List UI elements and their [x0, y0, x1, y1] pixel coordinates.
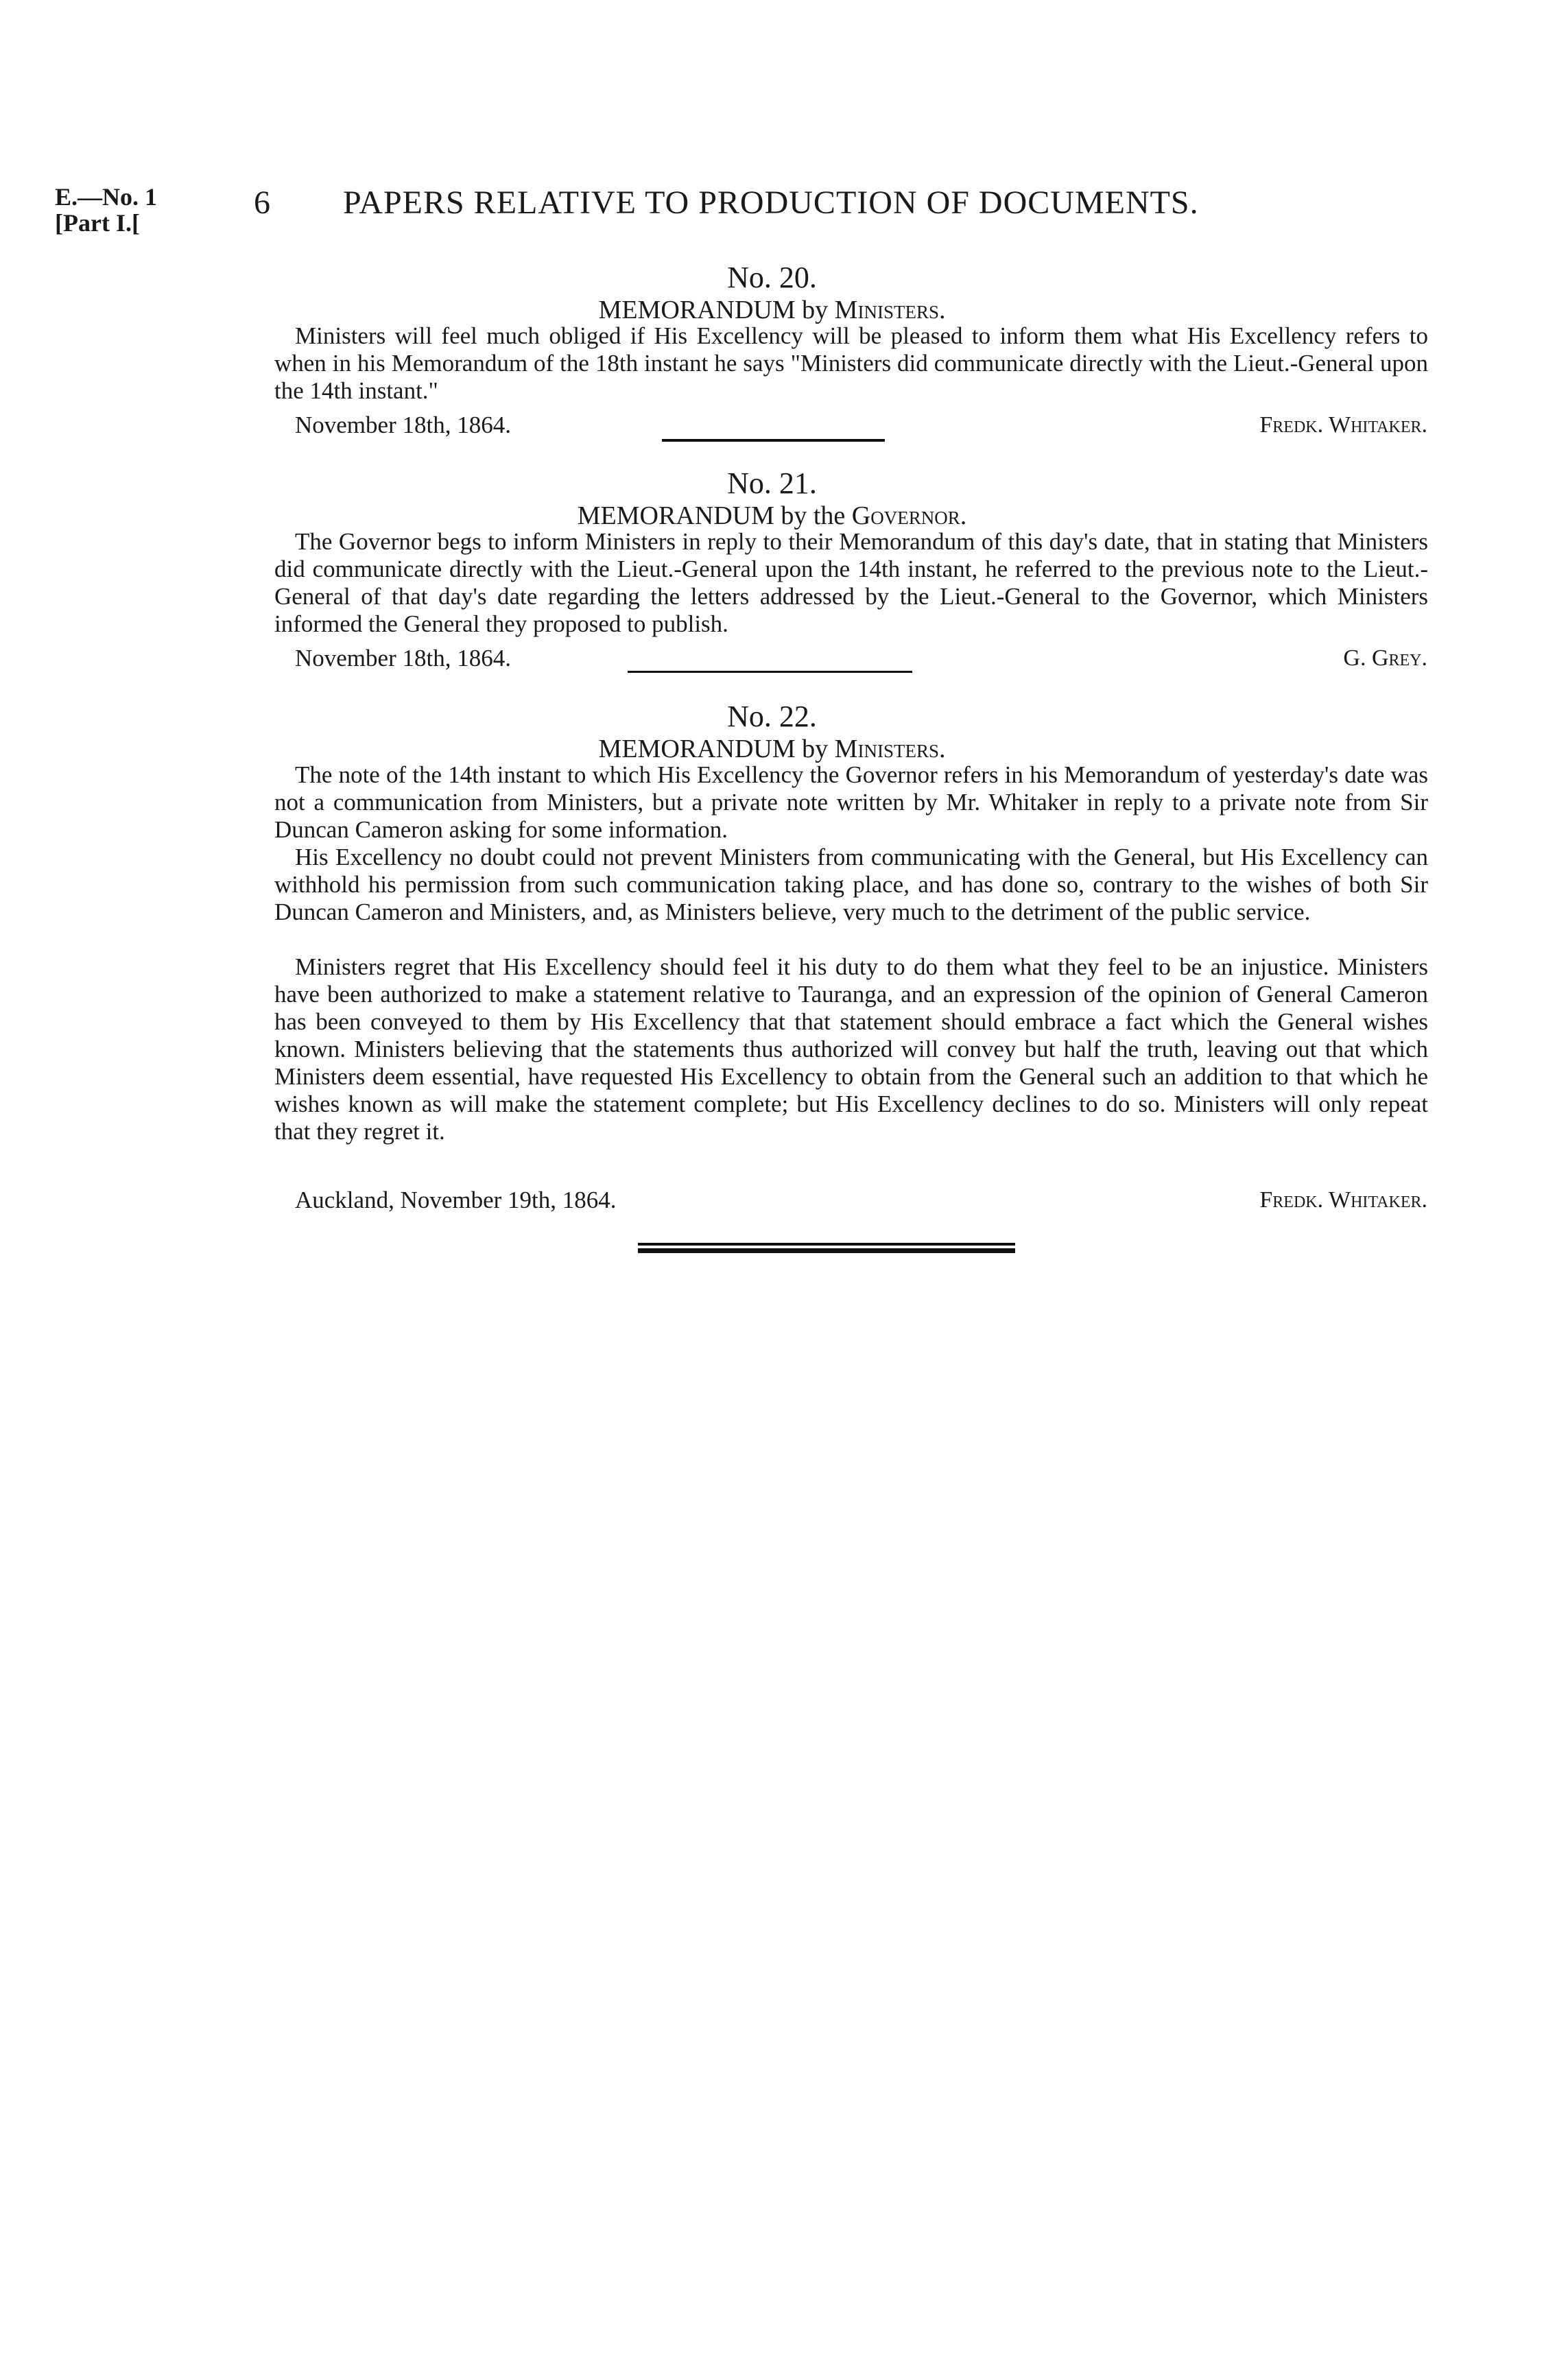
document-number: No. 22.	[727, 700, 817, 733]
memo-date: November 18th, 1864.	[295, 645, 511, 671]
document-number: No. 21.	[727, 466, 817, 500]
memo-signature: Fredk. Whitaker.	[1259, 412, 1427, 438]
memo-paragraph: His Excellency no doubt could not prevent Ministers from communicating with the General, but His Excellency can withhold his permission from such communication taking place, and has done so, contrary to the wishes of both Sir Duncan Cameron and Ministers, and, as Ministers believe, very much to the detriment of the public service.	[274, 844, 1428, 925]
closing-rule-bottom	[638, 1248, 1015, 1253]
memo-paragraph: The note of the 14th instant to which His Excellency the Governor refers in his Memorandum of yesterday's date was not a communication from Ministers, but a private note written by Mr. Whitaker in reply to a private note from Sir Duncan Cameron asking for some information.	[274, 761, 1428, 843]
memo-heading-author: Ministers.	[834, 296, 946, 324]
document-number: No. 20.	[727, 261, 817, 294]
memo-signature: G. Grey.	[1343, 645, 1427, 671]
memo-heading-main: MEMORANDUM by	[598, 735, 829, 763]
margin-reference-line1: E.—No. 1	[55, 183, 158, 211]
memo-heading-author: Governor.	[851, 501, 967, 530]
memo-heading	[0, 295, 1544, 325]
memo-paragraph: Ministers regret that His Excellency should feel it his duty to do them what they feel to be an injustice. Ministers have been authorized to make a statement relative to Tauranga, and an expression of the opinion of General Cameron has been conveyed to them by His Excellency that that statement should embrace a fact which the General wishes known. Ministers believing that the statements thus authorized will convey but half the truth, leaving out that which Ministers deem essential, have requested His Excellency to obtain from the General such an addition to that which he wishes known as will make the statement complete; but His Excellency declines to do so. Ministers will only repeat that they regret it.	[274, 953, 1428, 1145]
memo-date: Auckland, November 19th, 1864.	[295, 1187, 617, 1213]
memo-date: November 18th, 1864.	[295, 412, 511, 438]
memo-signature: Fredk. Whitaker.	[1259, 1187, 1427, 1213]
section-divider	[628, 671, 912, 673]
memo-heading	[0, 501, 1544, 531]
memo-paragraph: Ministers will feel much obliged if His Excellency will be pleased to inform them what His Excellency refers to when in his Memorandum of the 18th instant he says "Ministers did communicate directly with the Lieut.-General upon the 14th instant."	[274, 322, 1428, 404]
section-divider	[662, 439, 885, 442]
memo-paragraph: The Governor begs to inform Ministers in reply to their Memorandum of this day's date, that in stating that Ministers did communicate directly with the Lieut.-General upon the 14th instant, he referred to the previous note to the Lieut.-General of that day's date regarding the letters addressed by the Lieut.-General to the Governor, which Ministers informed the General they proposed to publish.	[274, 528, 1428, 637]
margin-reference	[55, 184, 157, 236]
memo-heading-author: Ministers.	[834, 735, 946, 763]
memo-heading-main: MEMORANDUM by	[598, 296, 829, 324]
memo-heading	[0, 734, 1544, 764]
running-head: PAPERS RELATIVE TO PRODUCTION OF DOCUMENTS.	[343, 185, 1199, 221]
margin-reference-line2: [Part I.[	[55, 209, 140, 237]
memo-heading-main: MEMORANDUM by the	[577, 501, 846, 530]
closing-rule-top	[638, 1243, 1015, 1246]
page-number: 6	[254, 185, 270, 221]
